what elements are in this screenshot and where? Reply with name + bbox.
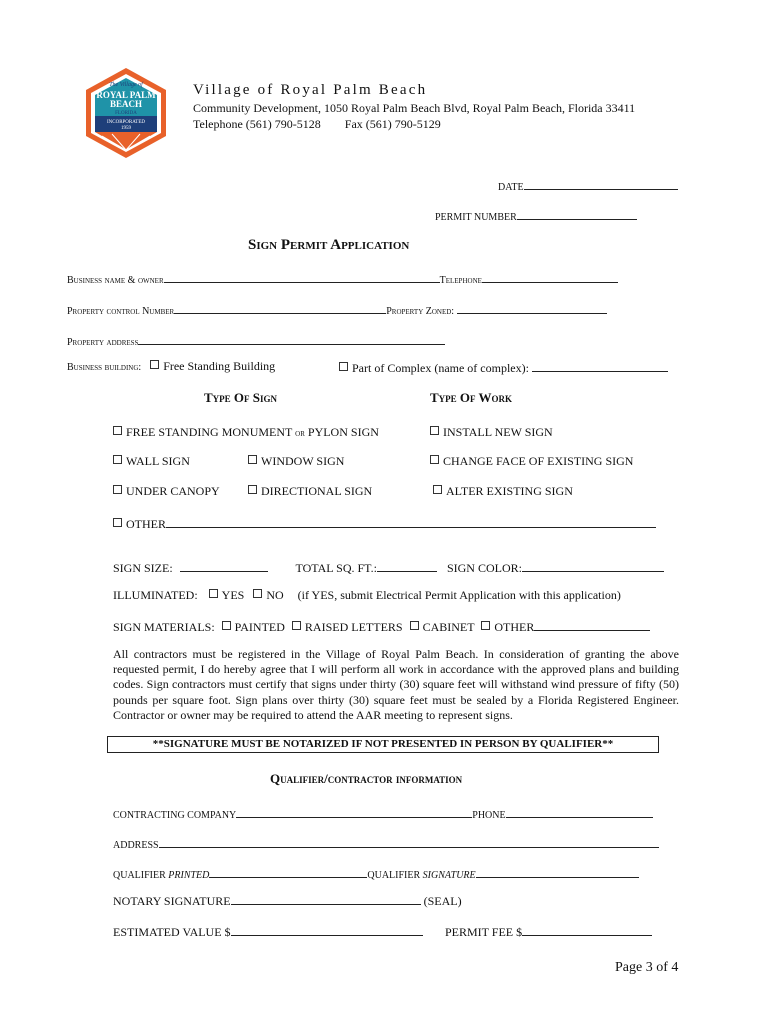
illuminated-yes-label: YES — [221, 588, 245, 602]
illuminated-note: (if YES, submit Electrical Permit Application with this application) — [297, 588, 621, 602]
estimated-value-label: ESTIMATED VALUE $ — [113, 925, 231, 939]
raised-letters-label: RAISED LETTERS — [304, 620, 403, 634]
change-face-checkbox[interactable] — [430, 455, 439, 464]
telephone-label: Telephone — [439, 275, 482, 286]
qualifier-printed-field[interactable] — [113, 865, 639, 881]
notarize-notice: **SIGNATURE MUST BE NOTARIZED IF NOT PRESENTED IN PERSON BY QUALIFIER** — [107, 736, 659, 753]
logo-line2: ROYAL PALM — [96, 90, 156, 100]
sign-size-label: SIGN SIZE: — [113, 561, 173, 575]
illuminated-no-label: NO — [266, 588, 284, 602]
qualifier-address-line[interactable] — [159, 835, 659, 848]
permit-fee-field[interactable] — [445, 923, 652, 940]
alter-existing-label: ALTER EXISTING SIGN — [446, 484, 573, 498]
alter-existing-option[interactable] — [433, 484, 573, 499]
notary-signature-label: NOTARY SIGNATURE — [113, 894, 231, 908]
under-canopy-option[interactable] — [113, 484, 220, 499]
directional-sign-checkbox[interactable] — [248, 485, 257, 494]
free-standing-option[interactable] — [113, 425, 379, 440]
permit-number-label: PERMIT NUMBER — [435, 212, 517, 223]
window-sign-option[interactable] — [248, 454, 344, 469]
other-material-checkbox[interactable] — [481, 621, 490, 630]
under-canopy-label: UNDER CANOPY — [126, 484, 220, 498]
qualifier-heading: Qualifier/contractor information — [270, 771, 463, 786]
cabinet-checkbox[interactable] — [410, 621, 419, 630]
signature-label: SIGNATURE — [422, 870, 476, 881]
painted-checkbox[interactable] — [222, 621, 231, 630]
property-control-field[interactable] — [67, 301, 607, 317]
printed-label: PRINTED — [168, 870, 210, 881]
total-sq-ft-line[interactable] — [377, 559, 437, 572]
install-new-option[interactable] — [430, 425, 553, 440]
sign-size-row — [113, 559, 664, 576]
wall-sign-option[interactable] — [113, 454, 190, 469]
business-building-row — [67, 359, 275, 374]
village-address: Community Development, 1050 Royal Palm Beach Blvd, Royal Palm Beach, Florida 33411 — [193, 101, 636, 115]
village-fax: Fax (561) 790-5129 — [344, 117, 441, 131]
property-control-label: Property control Number — [67, 306, 175, 317]
permit-fee-label: PERMIT FEE $ — [445, 925, 523, 939]
phone-line[interactable] — [506, 805, 653, 818]
village-phones — [193, 117, 441, 132]
sign-color-label: SIGN COLOR: — [446, 561, 522, 575]
contracting-company-label: CONTRACTING COMPANY — [113, 810, 237, 821]
painted-label: PAINTED — [234, 620, 285, 634]
permit-fee-line[interactable] — [522, 923, 652, 936]
install-new-checkbox[interactable] — [430, 426, 439, 435]
date-field[interactable] — [498, 177, 678, 193]
page-number: Page 3 of 4 — [615, 960, 679, 975]
logo-line4: FLORIDA — [115, 111, 137, 116]
change-face-option[interactable] — [430, 454, 633, 469]
other-sign-checkbox[interactable] — [113, 518, 122, 527]
sign-size-line[interactable] — [180, 559, 268, 572]
sign-materials-label: SIGN MATERIALS: — [113, 620, 215, 634]
agreement-paragraph: All contractors must be registered in the Village of Royal Palm Beach. In consideration of granting the above requested permit, I do hereby agree that I will perform all work in accordance with the approved plans and building codes. Sign contractors must certify that signs under thirty (30) square feet will withstand wind pressure of fifty (50) pounds per square foot. Sign plans over thirty (30) square feet must be sealed by a Florida Registered Engineer. Contractor or owner may be required to attend the AAR meeting to represent signs. — [113, 647, 679, 722]
alter-existing-checkbox[interactable] — [433, 485, 442, 494]
type-of-work-heading: Type Of Work — [430, 390, 513, 405]
business-name-label: Business name & owner — [67, 275, 164, 286]
illuminated-row — [113, 588, 621, 603]
type-of-sign-heading: Type Of Sign — [204, 390, 278, 405]
other-material-label: OTHER — [494, 620, 535, 634]
logo-line1: The Village of — [109, 82, 143, 88]
notary-row — [113, 892, 462, 909]
seal-label: (SEAL) — [423, 894, 462, 908]
directional-sign-option[interactable] — [248, 484, 372, 499]
part-of-complex-checkbox[interactable] — [339, 362, 348, 371]
qualifier-address-field[interactable] — [113, 835, 659, 851]
directional-sign-label: DIRECTIONAL SIGN — [261, 484, 373, 498]
business-name-field[interactable] — [67, 270, 618, 286]
other-sign-option[interactable] — [113, 515, 656, 532]
qualifier-address-label: ADDRESS — [113, 840, 159, 851]
free-standing-building-label: Free Standing Building — [163, 359, 276, 373]
permit-number-line[interactable] — [517, 207, 637, 220]
estimated-value-field[interactable] — [113, 923, 423, 940]
contracting-company-line[interactable] — [236, 805, 472, 818]
qualifier-signature-label: QUALIFIER — [367, 870, 421, 881]
permit-number-field[interactable] — [435, 207, 637, 223]
village-telephone: Telephone (561) 790-5128 — [193, 117, 321, 131]
property-address-label: Property address — [67, 337, 139, 348]
total-sq-ft-label: TOTAL SQ. FT.: — [295, 561, 377, 575]
sign-color-line[interactable] — [522, 559, 664, 572]
complex-name-line[interactable] — [532, 359, 668, 372]
property-zoned-label: Property Zoned: — [386, 306, 455, 317]
other-sign-label: OTHER — [126, 517, 166, 531]
under-canopy-checkbox[interactable] — [113, 485, 122, 494]
part-of-complex-row — [339, 359, 668, 376]
raised-letters-checkbox[interactable] — [292, 621, 301, 630]
qualifier-printed-line[interactable] — [209, 865, 367, 878]
logo-line5: INCORPORATED — [106, 120, 146, 125]
pylon-label: PYLON SIGN — [307, 425, 379, 439]
illuminated-no-checkbox[interactable] — [253, 589, 262, 598]
phone-label: PHONE — [472, 810, 506, 821]
village-logo — [82, 66, 170, 160]
property-address-line[interactable] — [138, 332, 445, 345]
form-title: Sign Permit Application — [248, 237, 410, 253]
contracting-company-field[interactable] — [113, 805, 653, 821]
business-building-label: Business building: — [67, 362, 142, 373]
window-sign-label: WINDOW SIGN — [261, 454, 345, 468]
sign-materials-row — [113, 618, 650, 635]
illuminated-yes-checkbox[interactable] — [209, 589, 218, 598]
notary-signature-line[interactable] — [231, 892, 421, 905]
village-title: Village of Royal Palm Beach — [193, 82, 428, 98]
business-name-line[interactable] — [164, 270, 440, 283]
estimated-value-line[interactable] — [231, 923, 423, 936]
cabinet-label: CABINET — [422, 620, 475, 634]
telephone-line[interactable] — [482, 270, 618, 283]
qualifier-signature-line[interactable] — [476, 865, 639, 878]
illuminated-label: ILLUMINATED: — [113, 588, 198, 602]
other-sign-line[interactable] — [166, 515, 656, 528]
date-label: DATE — [498, 182, 524, 193]
qualifier-printed-label: QUALIFIER — [113, 870, 166, 881]
property-zoned-line[interactable] — [457, 301, 607, 314]
date-line[interactable] — [524, 177, 678, 190]
or-label: or — [295, 428, 305, 439]
property-address-field[interactable] — [67, 332, 445, 348]
change-face-label: CHANGE FACE OF EXISTING SIGN — [443, 454, 634, 468]
logo-line3: BEACH — [109, 99, 143, 109]
free-standing-checkbox[interactable] — [113, 426, 122, 435]
window-sign-checkbox[interactable] — [248, 455, 257, 464]
free-standing-label: FREE STANDING MONUMENT — [126, 425, 293, 439]
other-material-line[interactable] — [534, 618, 650, 631]
part-of-complex-label: Part of Complex (name of complex): — [352, 361, 529, 375]
install-new-label: INSTALL NEW SIGN — [443, 425, 553, 439]
logo-line6: 1959 — [121, 126, 131, 131]
wall-sign-checkbox[interactable] — [113, 455, 122, 464]
property-control-line[interactable] — [174, 301, 386, 314]
free-standing-building-checkbox[interactable] — [150, 360, 159, 369]
wall-sign-label: WALL SIGN — [126, 454, 190, 468]
